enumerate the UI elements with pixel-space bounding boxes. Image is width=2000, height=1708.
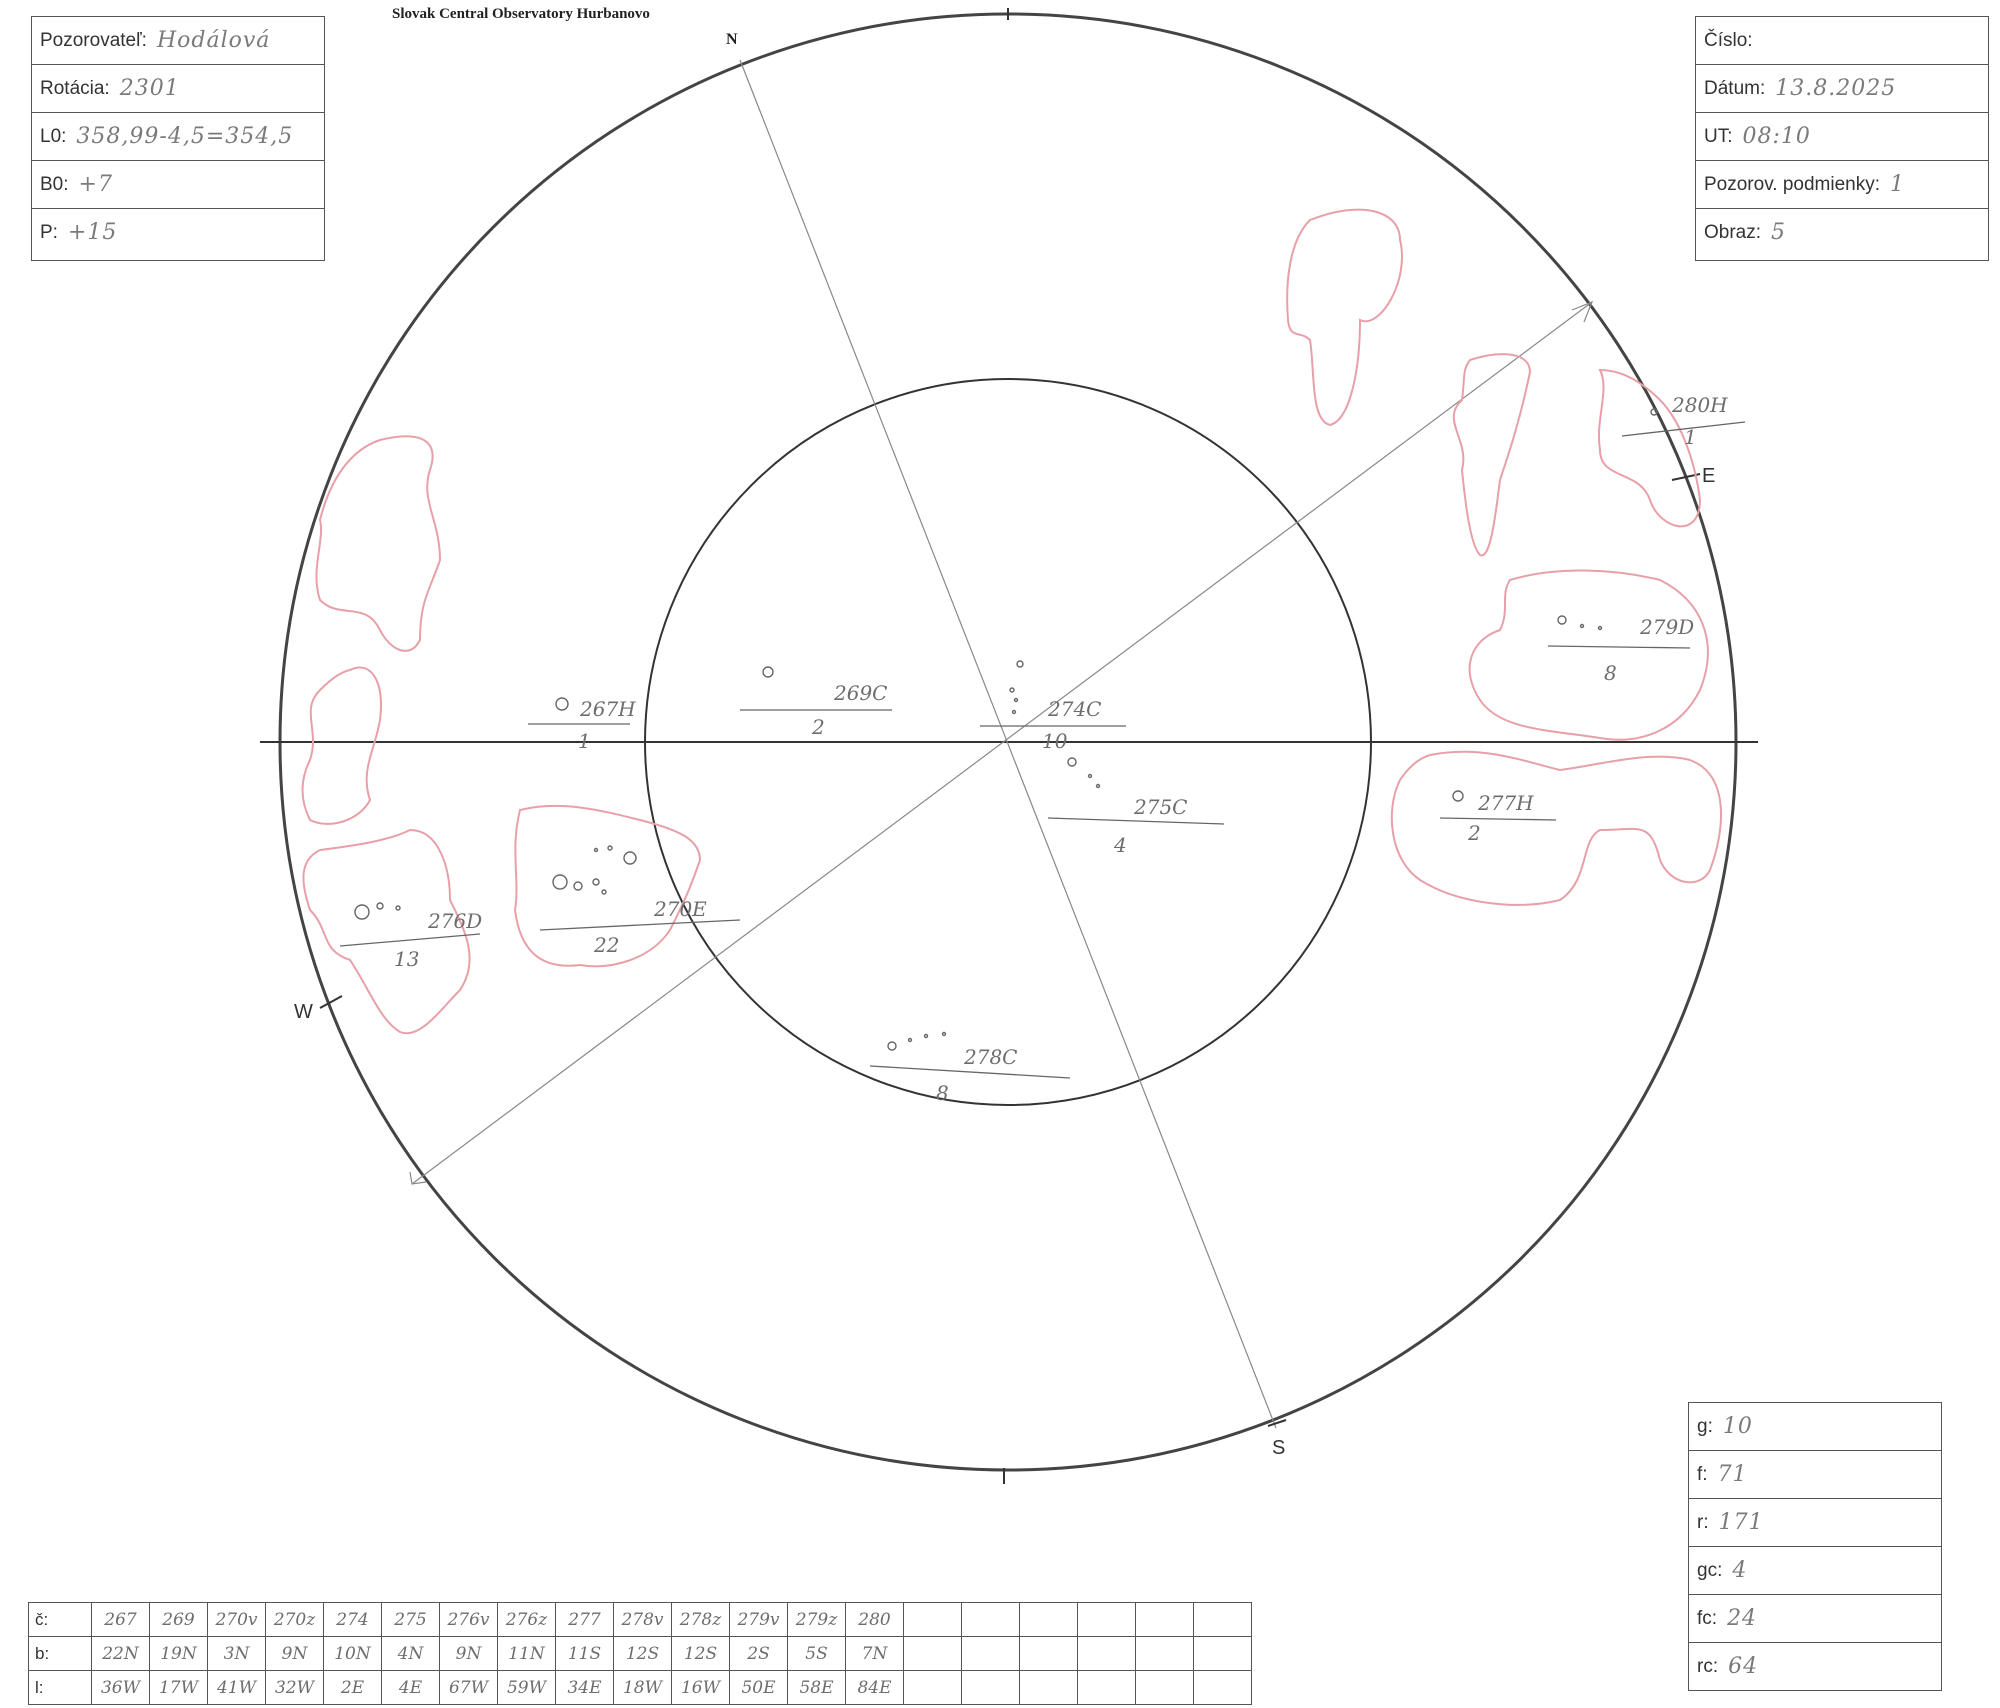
table-cell: 278v	[614, 1603, 672, 1637]
group-269c-count: 2	[812, 715, 825, 739]
sunspot	[556, 698, 568, 710]
table-cell: 278z	[672, 1603, 730, 1637]
table-cell	[962, 1671, 1020, 1705]
sunspot	[377, 903, 383, 909]
sunspot	[925, 1035, 928, 1038]
table-cell: 274	[324, 1603, 382, 1637]
facula-region	[1392, 752, 1721, 905]
group-number-row	[29, 1603, 1252, 1637]
table-cell	[904, 1671, 962, 1705]
table-cell: 276v	[440, 1603, 498, 1637]
summary-g-row: g: 10	[1689, 1403, 1941, 1451]
sunspot	[1097, 785, 1100, 788]
group-280h-count: 1	[1684, 425, 1697, 449]
latitude-row	[29, 1637, 1252, 1671]
group-274c-count: 10	[1042, 729, 1068, 753]
table-cell: 36W	[92, 1671, 150, 1705]
table-cell	[1136, 1603, 1194, 1637]
summary-panel	[1688, 1402, 1942, 1691]
p-row: P: +15	[40, 220, 118, 245]
group-274c-id: 274C	[1048, 697, 1102, 721]
number-row: Číslo:	[1696, 17, 1988, 65]
group-277h-id: 277H	[1478, 791, 1534, 815]
group-280h-id: 280H	[1672, 393, 1728, 417]
sunspot	[1010, 688, 1014, 692]
sunspot	[1017, 661, 1023, 667]
table-cell	[1194, 1671, 1252, 1705]
table-cell: 4E	[382, 1671, 440, 1705]
sunspot	[608, 846, 612, 850]
group-276d-count: 13	[394, 947, 420, 971]
table-cell: 10N	[324, 1637, 382, 1671]
group-270e-count: 22	[594, 933, 620, 957]
sunspot	[763, 667, 773, 677]
table-cell: 280	[846, 1603, 904, 1637]
table-cell: 41W	[208, 1671, 266, 1705]
table-cell	[904, 1603, 962, 1637]
table-cell: 12S	[614, 1637, 672, 1671]
sunspot	[624, 852, 636, 864]
conditions-row: Pozorov. podmienky: 1	[1696, 161, 1988, 209]
table-cell: 17W	[150, 1671, 208, 1705]
table-cell	[1020, 1671, 1078, 1705]
group-275c-count: 4	[1114, 833, 1127, 857]
table-cell: 3N	[208, 1637, 266, 1671]
row-label: b:	[29, 1637, 92, 1671]
table-cell: 5S	[788, 1637, 846, 1671]
table-cell	[1136, 1671, 1194, 1705]
table-cell	[1194, 1603, 1252, 1637]
table-cell: 50E	[730, 1671, 788, 1705]
observer-row: Pozorovateľ: Hodálová	[32, 17, 324, 65]
table-cell	[1078, 1637, 1136, 1671]
sunspot	[909, 1039, 912, 1042]
observatory-title: Slovak Central Observatory Hurbanovo	[392, 6, 650, 22]
group-269c-id: 269C	[834, 681, 888, 705]
group-276d-id: 276D	[428, 909, 483, 933]
table-cell: 19N	[150, 1637, 208, 1671]
table-cell: 16W	[672, 1671, 730, 1705]
group-267h-count: 1	[578, 729, 591, 753]
west-label: W	[294, 1001, 313, 1023]
rotation-axis	[740, 60, 1276, 1428]
group-267h-id: 267H	[580, 697, 636, 721]
group-table	[28, 1602, 1252, 1705]
facula-region	[303, 667, 381, 823]
group-279d-id: 279D	[1640, 615, 1695, 639]
b0-row: B0: +7	[32, 161, 324, 209]
table-cell: 269	[150, 1603, 208, 1637]
sunspot	[1558, 616, 1566, 624]
sunspot	[1013, 711, 1016, 714]
facula-region	[1454, 354, 1530, 555]
group-275c-id: 275C	[1134, 795, 1188, 819]
facula-region	[1470, 571, 1708, 740]
table-cell	[962, 1637, 1020, 1671]
table-cell	[1078, 1603, 1136, 1637]
sunspot	[1068, 758, 1076, 766]
table-cell: 67W	[440, 1671, 498, 1705]
table-cell	[1020, 1603, 1078, 1637]
row-label: l:	[29, 1671, 92, 1705]
row-label: č:	[29, 1603, 92, 1637]
table-cell	[1078, 1671, 1136, 1705]
group-270e-id: 270E	[654, 897, 707, 921]
image-quality-row: Obraz: 5	[1704, 220, 1787, 245]
group-278c-count: 8	[936, 1081, 949, 1105]
table-cell: 84E	[846, 1671, 904, 1705]
table-cell	[1020, 1637, 1078, 1671]
sunspot	[888, 1042, 896, 1050]
summary-rc-row: rc: 64	[1689, 1643, 1941, 1691]
table-cell: 4N	[382, 1637, 440, 1671]
date-row: Dátum: 13.8.2025	[1696, 65, 1988, 113]
sunspot	[593, 879, 599, 885]
sunspot	[574, 882, 582, 890]
north-label: N	[726, 31, 738, 48]
table-cell: 270z	[266, 1603, 324, 1637]
facula-region	[316, 436, 440, 651]
table-cell: 279v	[730, 1603, 788, 1637]
table-cell: 18W	[614, 1671, 672, 1705]
table-cell: 276z	[498, 1603, 556, 1637]
sunspot	[553, 875, 567, 889]
sunspot	[355, 905, 369, 919]
table-cell: 270v	[208, 1603, 266, 1637]
table-cell: 279z	[788, 1603, 846, 1637]
sunspot-markers	[355, 409, 1657, 1050]
table-cell: 22N	[92, 1637, 150, 1671]
sunspot	[1089, 775, 1092, 778]
sunspot	[595, 849, 598, 852]
table-cell: 2S	[730, 1637, 788, 1671]
sunspot	[1453, 791, 1463, 801]
sunspot	[602, 890, 606, 894]
summary-f-row: f: 71	[1689, 1451, 1941, 1499]
table-cell	[1136, 1637, 1194, 1671]
group-278c-id: 278C	[964, 1045, 1018, 1069]
table-cell: 9N	[440, 1637, 498, 1671]
table-cell: 32W	[266, 1671, 324, 1705]
l0-row: L0: 358,99-4,5=354,5	[32, 113, 324, 161]
table-cell: 275	[382, 1603, 440, 1637]
table-cell: 34E	[556, 1671, 614, 1705]
sunspot	[396, 906, 400, 910]
table-cell: 11S	[556, 1637, 614, 1671]
table-cell: 12S	[672, 1637, 730, 1671]
table-cell: 9N	[266, 1637, 324, 1671]
table-cell: 58E	[788, 1671, 846, 1705]
group-277h-count: 2	[1468, 821, 1481, 845]
faculae-group	[303, 210, 1722, 1034]
summary-r-row: r: 171	[1689, 1499, 1941, 1547]
sunspot	[943, 1033, 946, 1036]
ut-row: UT: 08:10	[1696, 113, 1988, 161]
group-279d-count: 8	[1604, 661, 1617, 685]
south-label: S	[1272, 1437, 1286, 1459]
table-cell: 267	[92, 1603, 150, 1637]
facula-region	[1287, 210, 1402, 425]
summary-gc-row: gc: 4	[1689, 1547, 1941, 1595]
rotation-row: Rotácia: 2301	[32, 65, 324, 113]
table-cell	[904, 1637, 962, 1671]
table-cell: 59W	[498, 1671, 556, 1705]
summary-fc-row: fc: 24	[1689, 1595, 1941, 1643]
table-cell: 11N	[498, 1637, 556, 1671]
table-cell: 2E	[324, 1671, 382, 1705]
sunspot	[1581, 625, 1584, 628]
sunspot	[1599, 627, 1602, 630]
table-cell	[962, 1603, 1020, 1637]
sunspot	[1015, 699, 1018, 702]
longitude-row	[29, 1671, 1252, 1705]
table-cell: 7N	[846, 1637, 904, 1671]
table-cell	[1194, 1637, 1252, 1671]
table-cell: 277	[556, 1603, 614, 1637]
east-label: E	[1702, 465, 1716, 487]
